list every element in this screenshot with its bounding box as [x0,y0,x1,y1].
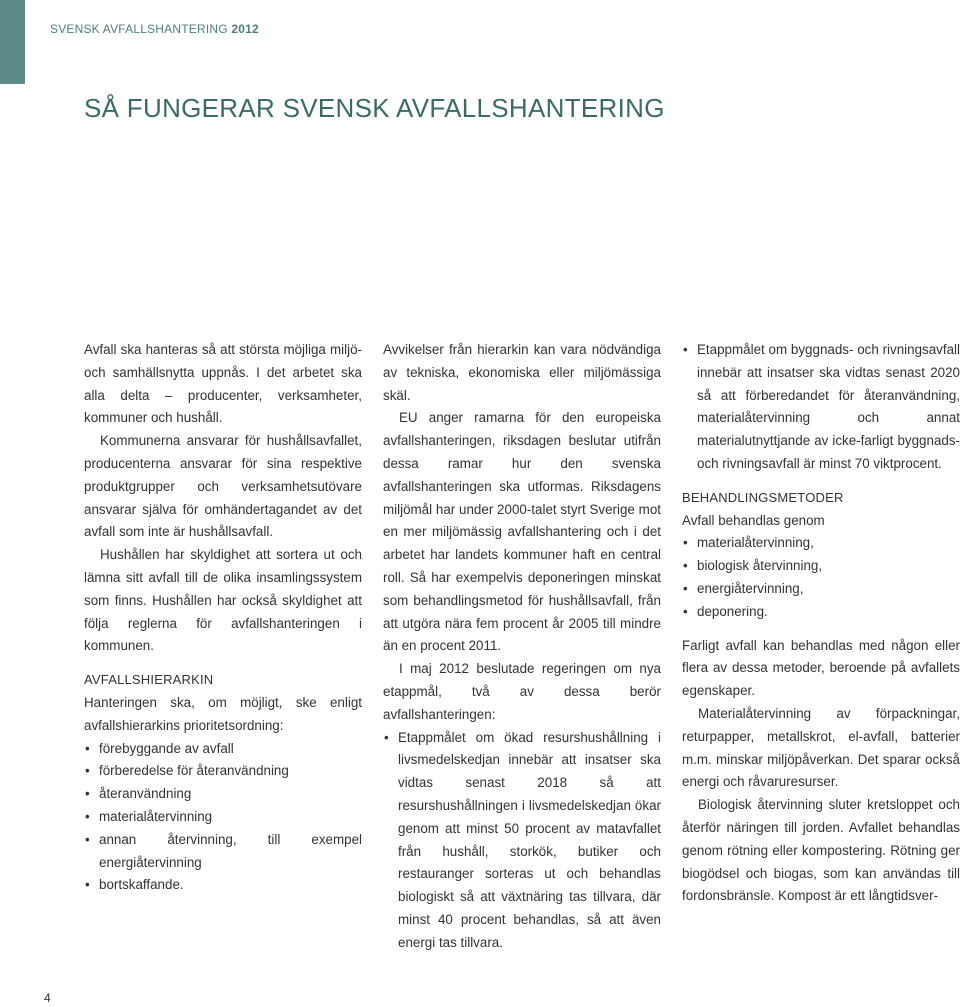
paragraph: Materialåtervinning av förpackningar, returpapper, metallskrot, el-avfall, batterier m.m. minskar miljöpåverkan. Det sparar också energi och råvaruresurser. [682,705,960,790]
paragraph: Avvikelser från hierarkin kan vara nödvändiga av tekniska, ekonomiska eller miljömässiga skäl. [383,342,661,403]
list-item: • återanvändning [84,783,362,806]
paragraph: EU anger ramarna för den europeiska avfallshanteringen, riksdagen beslutar utifrån dessa ramar hur den svenska avfallshanteringen ska utformas. Riksdagens miljömål har under 2000-talet styrt Sverige mot en mer miljömässig avfallshantering och i det arbetet har landets kommuner haft en central roll. Så har exempelvis deponeringen minskat som behandlingsmetod för hushållsavfall, från att utgöra nära fem procent år 2005 till mindre än en procent 2011. [383,410,661,654]
page-title: SÅ FUNGERAR SVENSK AVFALLSHANTERING [84,93,665,123]
section-heading-avfallshierarkin: AVFALLSHIERARKIN [84,672,214,688]
text-column-1 [84,339,362,897]
text-column-3 [682,339,960,908]
goal-list [383,727,661,955]
list-item: • bortskaffande. [84,874,362,897]
paragraph: Hanteringen ska, om möjligt, ske enligt avfallshierarkins prioritetsordning: [84,694,362,733]
running-title: SVENSK AVFALLSHANTERING [50,22,228,36]
list-item: • Etappmålet om byggnads- och rivningsavfall innebär att insatser ska vidtas senast 2020 så att förberedandet för återanvändning, materialåtervinning och annat materialutnyttjande av icke-farligt byggnads- och rivningsavfall är minst 70 viktprocent. [682,339,960,476]
list-item: • biologisk återvinning, [682,555,960,578]
paragraph: Kommunerna ansvarar för hushållsavfallet, producenterna ansvarar för sina respektive produktgrupper och verksamhetsutövare ansvarar själva för omhändertagandet av det avfall som inte är hushållsavfall. [84,433,362,540]
text-column-2 [383,339,661,955]
hierarchy-list [84,738,362,898]
paragraph: Hushållen har skyldighet att sortera ut och lämna sitt avfall till de olika insamlingssystem som finns. Hushållen har också skyldighet att följa reglerna för avfallshanteringen i kommunen. [84,547,362,654]
running-year: 2012 [231,22,259,36]
list-item: • deponering. [682,601,960,624]
list-item: • materialåtervinning, [682,532,960,555]
list-item: • förberedelse för återanvändning [84,760,362,783]
paragraph: Biologisk återvinning sluter kretsloppet och återför näringen till jorden. Avfallet behandlas genom rötning eller kompostering. Rötning ger biogödsel och biogas, som kan användas till fordonsbränsle. Kompost är ett långtidsver- [682,797,960,904]
running-header [50,22,259,36]
methods-list [682,532,960,623]
section-heading-behandlingsmetoder: BEHANDLINGSMETODER [682,489,844,505]
list-item: • materialåtervinning [84,806,362,829]
list-item: • energiåtervinning, [682,578,960,601]
goal-list [682,339,960,476]
paragraph: Avfall behandlas genom [682,512,825,528]
list-item: • förebyggande av avfall [84,738,362,761]
page-number: 4 [44,991,51,1005]
list-item: • Etappmålet om ökad resurshushållning i livsmedelskedjan innebär att insatser ska vidtas senast 2018 så att resurshushållningen i livsmedelskedjan ökar genom att minst 50 procent av matavfallet från hushåll, storkök, butiker och restauranger sorteras ut och behandlas biologiskt så att växtnäring tas tillvara, där minst 40 procent behandlas, så att även energi tas tillvara. [383,727,661,955]
paragraph: Avfall ska hanteras så att största möjliga miljö- och samhällsnytta uppnås. I det arbetet ska alla delta – producenter, verksamheter, kommuner och hushåll. [84,342,362,426]
list-item: • annan återvinning, till exempel energiåtervinning [84,829,362,875]
accent-tab [0,0,25,84]
paragraph: I maj 2012 beslutade regeringen om nya etappmål, två av dessa berör avfallshanteringen: [383,661,661,722]
paragraph: Farligt avfall kan behandlas med någon eller flera av dessa metoder, beroende på avfallets egenskaper. [682,637,960,699]
